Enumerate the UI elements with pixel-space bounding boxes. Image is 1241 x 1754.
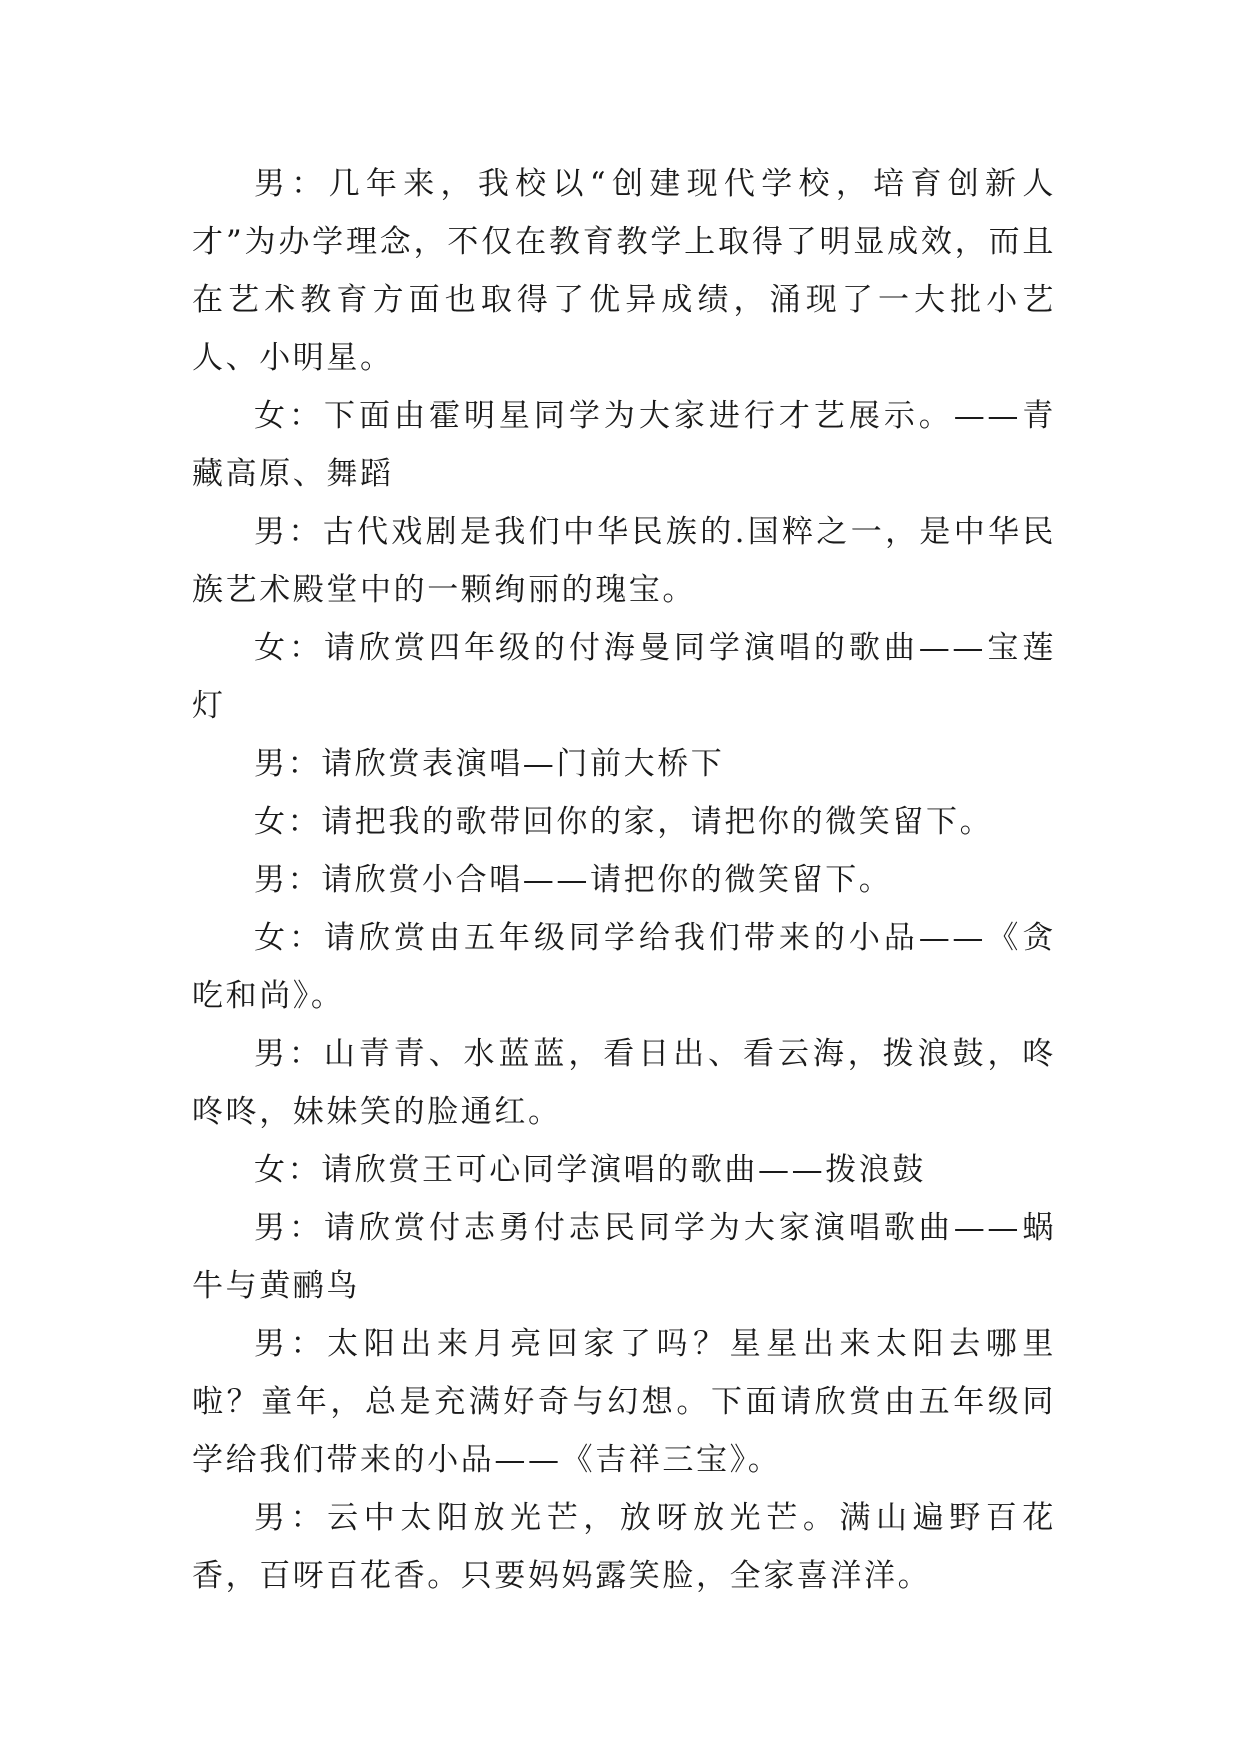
paragraph: 男：几年来，我校以“创建现代学校，培育创新人才”为办学理念，不仅在教育教学上取得了明显成效，而且在艺术教育方面也取得了优异成绩，涌现了一大批小艺人、小明星。 — [192, 166, 1056, 376]
paragraph: 女：请欣赏王可心同学演唱的歌曲——拨浪鼓 — [254, 1152, 926, 1188]
document-body — [192, 155, 1056, 1605]
paragraph: 女：下面由霍明星同学为大家进行才艺展示。——青藏高原、舞蹈 — [192, 398, 1056, 492]
paragraph: 男：请欣赏小合唱——请把你的微笑留下。 — [254, 862, 893, 898]
paragraph: 男：太阳出来月亮回家了吗？星星出来太阳去哪里啦？童年，总是充满好奇与幻想。下面请欣赏由五年级同学给我们带来的小品——《吉祥三宝》。 — [192, 1326, 1056, 1478]
paragraph: 男：请欣赏表演唱—门前大桥下 — [254, 746, 725, 782]
paragraph: 男：请欣赏付志勇付志民同学为大家演唱歌曲——蜗牛与黄鹂鸟 — [192, 1210, 1056, 1304]
paragraph: 女：请欣赏由五年级同学给我们带来的小品——《贪吃和尚》。 — [192, 920, 1056, 1014]
paragraph: 女：请把我的歌带回你的家，请把你的微笑留下。 — [254, 804, 994, 840]
paragraph: 女：请欣赏四年级的付海曼同学演唱的歌曲——宝莲灯 — [192, 630, 1056, 724]
paragraph: 男：云中太阳放光芒，放呀放光芒。满山遍野百花香，百呀百花香。只要妈妈露笑脸，全家喜洋洋。 — [192, 1500, 1056, 1594]
paragraph: 男：山青青、水蓝蓝，看日出、看云海，拨浪鼓，咚咚咚，妹妹笑的脸通红。 — [192, 1036, 1056, 1130]
paragraph: 男：古代戏剧是我们中华民族的.国粹之一，是中华民族艺术殿堂中的一颗绚丽的瑰宝。 — [192, 514, 1056, 608]
